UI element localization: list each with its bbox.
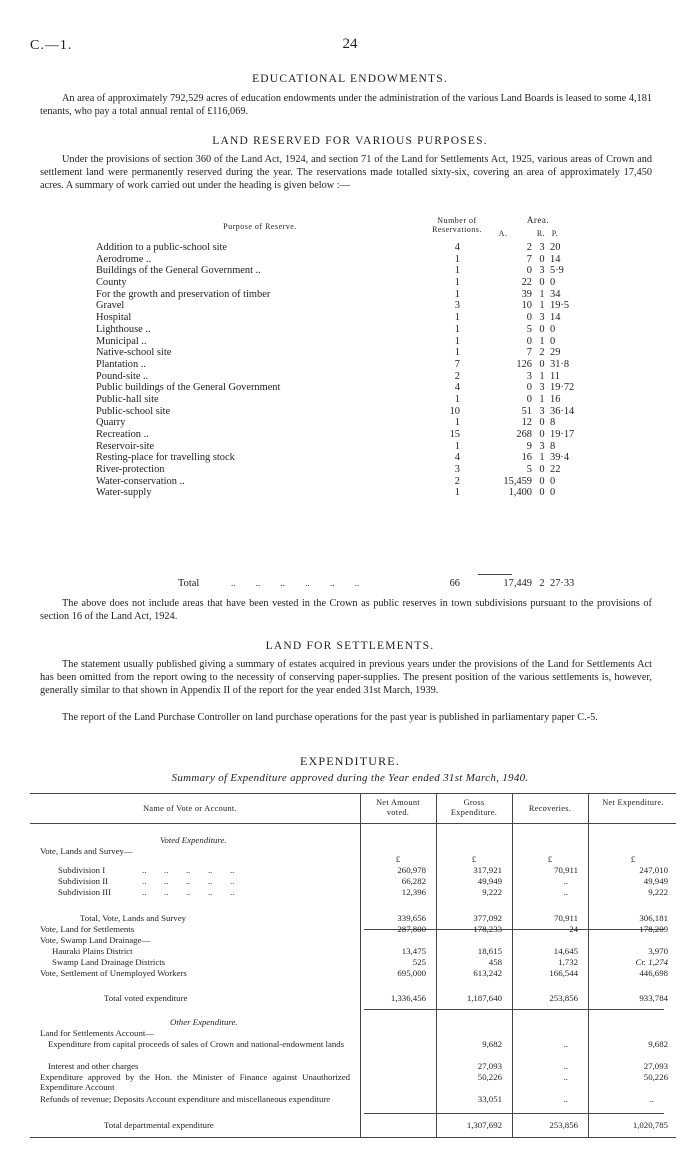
col-header-acres: A. <box>498 229 508 238</box>
reserve-count: 1 <box>454 487 460 499</box>
cell-net: 3,970 <box>648 946 668 956</box>
reserve-purpose: Resting-place for travelling stock <box>96 452 235 464</box>
paragraph-land-reserved: Under the provisions of section 360 of the Land Act, 1924, and section 71 of the Land for Settlements Act, 1925, various areas of Crown and settlement land were permanently reserved during the year. The reservations made totalled sixty-six, covering an area of approximately 17,450 acres. A summary of work carried out under the heading is given below :— <box>40 154 652 192</box>
reserves-total-label: Total <box>178 578 200 589</box>
reserve-perches: 19·72 <box>550 382 575 394</box>
reserve-roods: 0 <box>539 417 545 429</box>
reserve-perches: 11 <box>550 370 561 382</box>
col-header-name: Name of Vote or Account. <box>143 804 237 813</box>
reserve-roods: 0 <box>539 464 545 476</box>
reserve-acres: 10 <box>521 300 532 312</box>
reserve-count: 4 <box>454 382 460 394</box>
reserve-roods: 3 <box>539 242 545 253</box>
reserve-count: 7 <box>454 358 460 370</box>
reserve-row <box>96 265 656 277</box>
col-header-purpose: Purpose of Reserve. <box>223 222 297 231</box>
cell-voted: 13,475 <box>401 946 426 956</box>
cell-gross: 27,093 <box>477 1061 502 1071</box>
leader-dots: .. .. .. .. .. <box>142 876 235 886</box>
reserve-count: 1 <box>454 335 460 347</box>
row-label: Subdivision III <box>58 887 112 897</box>
cell-net: 446,698 <box>639 968 668 978</box>
reserve-row <box>96 254 656 266</box>
col-header-gross: Gross Expenditure. <box>450 798 498 817</box>
reserve-row <box>96 347 656 359</box>
paragraph-endowments: An area of approximately 792,529 acres of education endowments under the administration of the various Land Boards is leased to some 4,181 tenants, who pay a total annual rental of £116,069. <box>40 93 652 118</box>
other-expenditure-heading: Other Expenditure. <box>170 1017 238 1027</box>
reserve-perches: 14 <box>550 312 561 324</box>
row-label: Total voted expenditure <box>104 993 188 1003</box>
leader-dots: .. .. .. .. .. <box>142 865 235 875</box>
reserve-purpose: Public-school site <box>96 405 171 417</box>
cell-gross: 9,222 <box>482 887 502 897</box>
reserve-purpose: Recreation .. <box>96 429 149 440</box>
reserve-count: 4 <box>454 452 460 464</box>
reserve-count: 2 <box>454 475 460 487</box>
reserve-perches: 14 <box>550 253 561 265</box>
reserve-acres: 0 <box>526 312 532 324</box>
heading-educational-endowments: EDUCATIONAL ENDOWMENTS. <box>252 73 448 85</box>
reserve-perches: 0 <box>550 323 556 335</box>
reserve-roods: 1 <box>539 335 545 347</box>
reserve-perches: 0 <box>550 487 556 499</box>
reserve-perches: 0 <box>550 475 556 487</box>
reserve-count: 3 <box>454 464 460 476</box>
reserve-row <box>96 429 656 441</box>
reserve-purpose: Public buildings of the General Government <box>96 382 281 394</box>
reserve-purpose: Plantation .. <box>96 358 146 370</box>
reserve-roods: 1 <box>539 288 545 300</box>
reserve-row <box>96 336 656 348</box>
reserve-perches: 5·9 <box>550 265 564 277</box>
subtotal-rule-2 <box>364 1009 664 1010</box>
reserve-count: 3 <box>454 300 460 312</box>
reserve-count: 1 <box>454 417 460 429</box>
cell-gross: 33,051 <box>477 1094 502 1104</box>
reserve-purpose: Hospital <box>96 312 132 324</box>
reserves-total-acres: 17,449 <box>503 578 532 589</box>
cell-net: 9,682 <box>648 1039 668 1049</box>
cell-voted: 1,336,456 <box>390 993 426 1003</box>
reserve-purpose: Aerodrome .. <box>96 253 152 265</box>
reserve-acres: 0 <box>526 335 532 347</box>
cell-gross: 178,233 <box>473 924 502 934</box>
cell-voted: 695,000 <box>397 968 426 978</box>
reserve-count: 1 <box>454 288 460 300</box>
reserve-roods: 3 <box>539 440 545 452</box>
reserve-purpose: County <box>96 277 127 289</box>
reserve-acres: 51 <box>521 405 532 417</box>
reserve-row <box>96 476 656 488</box>
col-divider-1 <box>360 793 361 1138</box>
reserve-row <box>96 289 656 301</box>
currency-recoveries: £ <box>547 854 553 864</box>
vote-swamp-label: Vote, Swamp Land Drainage— <box>40 935 151 945</box>
reserve-roods: 1 <box>539 300 545 312</box>
col-header-recoveries: Recoveries. <box>528 804 572 813</box>
reserve-purpose: Gravel <box>96 300 125 312</box>
header-bottom-rule <box>30 823 676 824</box>
reserve-purpose: Buildings of the General Government .. <box>96 265 261 277</box>
col-divider-3 <box>512 793 513 1138</box>
reserve-acres: 22 <box>521 277 532 289</box>
reserve-perches: 19·5 <box>550 300 570 312</box>
cell-net: 306,181 <box>639 913 668 923</box>
reserve-purpose: Municipal .. <box>96 335 147 347</box>
leader-dots: .. .. .. .. .. .. <box>231 578 360 588</box>
heading-land-reserved: LAND RESERVED FOR VARIOUS PURPOSES. <box>212 135 488 147</box>
cell-voted: 525 <box>412 957 426 967</box>
cell-recoveries: .. <box>563 1039 568 1049</box>
cell-gross: 613,242 <box>473 968 502 978</box>
cell-net-credit: Cr. 1,274 <box>635 957 668 967</box>
paragraph-reserves-note: The above does not include areas that have been vested in the Crown as public reserves in town subdivisions pursuant to the provisions of section 16 of the Land Act, 1924. <box>40 598 652 623</box>
cell-recoveries: .. <box>563 1072 568 1082</box>
reserve-acres: 7 <box>526 253 532 265</box>
cell-gross: 317,921 <box>473 865 502 875</box>
col-header-net-voted: Net Amount voted. <box>376 798 420 817</box>
col-header-roods: R. <box>536 229 546 238</box>
reserve-row <box>96 464 656 476</box>
reserve-count: 1 <box>454 347 460 359</box>
row-label: Swamp Land Drainage Districts <box>52 957 166 967</box>
reserve-row <box>96 324 656 336</box>
reserve-acres: 0 <box>526 265 532 277</box>
reserve-row <box>96 452 656 464</box>
reserve-roods: 3 <box>539 265 545 277</box>
reserves-total-roods: 2 <box>539 578 545 589</box>
cell-recoveries: 70,911 <box>554 913 578 923</box>
reserve-roods: 0 <box>539 253 545 265</box>
reserve-purpose: Addition to a public-school site <box>96 242 228 253</box>
col-header-number: Number of Reservations. <box>432 216 482 234</box>
reserve-roods: 2 <box>539 347 545 359</box>
heading-land-for-settlements: LAND FOR SETTLEMENTS. <box>265 640 435 652</box>
reserve-row <box>96 394 656 406</box>
reserve-roods: 0 <box>539 487 545 499</box>
reserve-acres: 9 <box>526 440 532 452</box>
reserve-perches: 29 <box>550 347 561 359</box>
cell-voted: 66,282 <box>401 876 426 886</box>
cell-recoveries: 24 <box>569 924 578 934</box>
reserve-purpose: Water-conservation .. <box>96 475 185 487</box>
cell-gross: 18,615 <box>477 946 502 956</box>
cell-net: 247,010 <box>639 865 668 875</box>
row-label: Vote, Settlement of Unemployed Workers <box>40 968 187 978</box>
reserve-count: 1 <box>454 253 460 265</box>
reserve-acres: 3 <box>526 370 532 382</box>
reserve-row <box>96 242 656 254</box>
reserve-purpose: Pound-site .. <box>96 370 149 382</box>
reserve-purpose: For the growth and preservation of timber <box>96 288 271 300</box>
reserve-count: 1 <box>454 277 460 289</box>
reserve-acres: 268 <box>516 429 532 440</box>
reserve-acres: 7 <box>526 347 532 359</box>
reserve-row <box>96 300 656 312</box>
col-header-perches: P. <box>551 229 559 238</box>
row-label: Subdivision I <box>58 865 106 875</box>
reserve-count: 2 <box>454 370 460 382</box>
cell-recoveries: .. <box>563 1094 568 1104</box>
reserve-count: 15 <box>449 429 460 440</box>
reserve-acres: 5 <box>526 323 532 335</box>
reserve-acres: 0 <box>526 393 532 405</box>
reserve-acres: 1,400 <box>508 487 532 499</box>
reserve-acres: 5 <box>526 464 532 476</box>
row-label: Subdivision II <box>58 876 109 886</box>
heading-expenditure: EXPENDITURE. <box>299 754 401 768</box>
reserve-count: 4 <box>454 242 460 253</box>
reserve-purpose: Native-school site <box>96 347 172 359</box>
expenditure-subheading: Summary of Expenditure approved during the Year ended 31st March, 1940. <box>171 772 529 784</box>
reserve-perches: 22 <box>550 464 561 476</box>
cell-recoveries: 70,911 <box>554 865 578 875</box>
cell-gross: 377,092 <box>473 913 502 923</box>
reserve-count: 1 <box>454 440 460 452</box>
voted-expenditure-heading: Voted Expenditure. <box>160 835 227 845</box>
reserve-roods: 3 <box>539 382 545 394</box>
table-bottom-rule <box>30 1137 676 1138</box>
currency-voted: £ <box>395 854 401 864</box>
col-divider-2 <box>436 793 437 1138</box>
reserve-row <box>96 312 656 324</box>
row-label: Expenditure approved by the Hon. the Minister of Finance against Unauthorized Expenditure Account <box>40 1072 350 1092</box>
reserve-roods: 0 <box>539 277 545 289</box>
reserve-acres: 2 <box>526 242 532 253</box>
cell-net: 178,209 <box>639 924 668 934</box>
reserve-count: 1 <box>454 312 460 324</box>
cell-recoveries: .. <box>563 887 568 897</box>
reserve-roods: 0 <box>539 323 545 335</box>
paragraph-settlements-2: The report of the Land Purchase Controller on land purchase operations for the past year is published in parliamentary paper C.-5. <box>62 712 598 723</box>
row-label: Total, Vote, Lands and Survey <box>80 913 187 923</box>
table-top-rule <box>30 793 676 794</box>
cell-gross: 50,226 <box>477 1072 502 1082</box>
cell-gross: 9,682 <box>482 1039 502 1049</box>
cell-voted: 287,800 <box>397 924 426 934</box>
cell-net: 27,093 <box>643 1061 668 1071</box>
reserve-purpose: Reservoir-site <box>96 440 155 452</box>
reserve-acres: 16 <box>521 452 532 464</box>
reserve-perches: 16 <box>550 393 561 405</box>
cell-recoveries: 253,856 <box>549 1120 578 1130</box>
reserve-acres: 126 <box>516 358 532 370</box>
reserve-roods: 3 <box>539 312 545 324</box>
cell-gross: 1,307,692 <box>466 1120 502 1130</box>
reserve-roods: 0 <box>539 475 545 487</box>
report-reference: C.—1. <box>30 38 73 53</box>
reserve-purpose: Water-supply <box>96 487 152 499</box>
cell-recoveries: 253,856 <box>549 993 578 1003</box>
reserve-roods: 3 <box>539 405 545 417</box>
page-number: 24 <box>342 36 358 52</box>
reserve-count: 1 <box>454 323 460 335</box>
reserve-count: 1 <box>454 265 460 277</box>
reserve-perches: 31·8 <box>550 358 570 370</box>
cell-gross: 49,949 <box>477 876 502 886</box>
reserve-count: 1 <box>454 393 460 405</box>
subtotal-rule-3 <box>364 1113 664 1114</box>
row-label: Hauraki Plains District <box>52 946 133 956</box>
vote-lands-label: Vote, Lands and Survey— <box>40 846 133 856</box>
reserve-row <box>96 487 656 499</box>
cell-recoveries: 1,732 <box>558 957 578 967</box>
reserve-count: 10 <box>449 405 460 417</box>
reserve-row <box>96 359 656 371</box>
reserve-roods: 1 <box>539 452 545 464</box>
cell-gross: 458 <box>488 957 502 967</box>
reserve-perches: 20 <box>550 242 561 253</box>
reserve-acres: 12 <box>521 417 532 429</box>
currency-gross: £ <box>471 854 477 864</box>
expenditure-table <box>30 793 676 1138</box>
row-label: Total departmental expenditure <box>104 1120 214 1130</box>
row-label: Refunds of revenue; Deposits Account expenditure and miscellaneous expenditure <box>40 1094 331 1104</box>
reserve-perches: 34 <box>550 288 561 300</box>
reserve-roods: 0 <box>539 429 545 440</box>
row-label: Interest and other charges <box>48 1061 139 1071</box>
col-divider-4 <box>588 793 589 1138</box>
row-label: Expenditure from capital proceeds of sales of Crown and national-endowment lands <box>48 1039 345 1049</box>
total-rule-number <box>478 574 512 575</box>
reserve-row <box>96 417 656 429</box>
cell-net: 50,226 <box>643 1072 668 1082</box>
reserve-purpose: Quarry <box>96 417 126 429</box>
reserve-roods: 0 <box>539 358 545 370</box>
reserve-perches: 0 <box>550 335 556 347</box>
reserve-row <box>96 406 656 418</box>
cell-net: .. <box>649 1094 654 1104</box>
lfs-account-label: Land for Settlements Account— <box>40 1028 155 1038</box>
col-header-area: Area. <box>526 215 550 225</box>
cell-gross: 1,187,640 <box>466 993 502 1003</box>
cell-net: 9,222 <box>648 887 668 897</box>
reserves-total-number: 66 <box>449 578 460 589</box>
reserves-total-perches: 27·33 <box>550 578 575 589</box>
leader-dots: .. .. .. .. .. <box>142 887 235 897</box>
cell-net: 933,784 <box>639 993 668 1003</box>
reserve-roods: 1 <box>539 370 545 382</box>
reserve-acres: 0 <box>526 382 532 394</box>
paragraph-settlements-1: The statement usually published giving a summary of estates acquired in previous years under the provisions of the Land for Settlements Act has been omitted from the report owing to the necessity of conserving paper-supplies. The present position of the various settlements is, however, generally similar to that shown in Appendix II of the report for the year ended 31st March, 1939. <box>40 659 652 697</box>
cell-net: 1,020,785 <box>632 1120 668 1130</box>
reserve-perches: 39·4 <box>550 452 570 464</box>
col-header-net-expenditure: Net Expenditure. <box>602 798 664 807</box>
reserves-total-row <box>96 578 656 590</box>
cell-voted: 260,978 <box>397 865 426 875</box>
reserve-purpose: River-protection <box>96 464 165 476</box>
cell-recoveries: .. <box>563 876 568 886</box>
reserves-table <box>96 242 656 499</box>
cell-recoveries: 14,645 <box>553 946 578 956</box>
reserve-row <box>96 382 656 394</box>
reserve-acres: 39 <box>521 288 532 300</box>
cell-voted: 12,396 <box>401 887 426 897</box>
reserve-acres: 15,459 <box>503 475 532 487</box>
reserve-perches: 8 <box>550 417 556 429</box>
reserve-row <box>96 371 656 383</box>
reserve-perches: 19·17 <box>550 429 575 440</box>
reserve-roods: 1 <box>539 393 545 405</box>
cell-voted: 339,656 <box>397 913 426 923</box>
reserve-row <box>96 441 656 453</box>
row-label: Vote, Land for Settlements <box>40 924 135 934</box>
reserve-purpose: Lighthouse .. <box>96 323 151 335</box>
reserve-row <box>96 277 656 289</box>
reserve-perches: 0 <box>550 277 556 289</box>
cell-net: 49,949 <box>643 876 668 886</box>
reserve-perches: 8 <box>550 440 556 452</box>
cell-recoveries: 166,544 <box>549 968 578 978</box>
reserve-perches: 36·14 <box>550 405 575 417</box>
cell-recoveries: .. <box>563 1061 568 1071</box>
reserve-purpose: Public-hall site <box>96 393 159 405</box>
currency-net: £ <box>630 854 636 864</box>
